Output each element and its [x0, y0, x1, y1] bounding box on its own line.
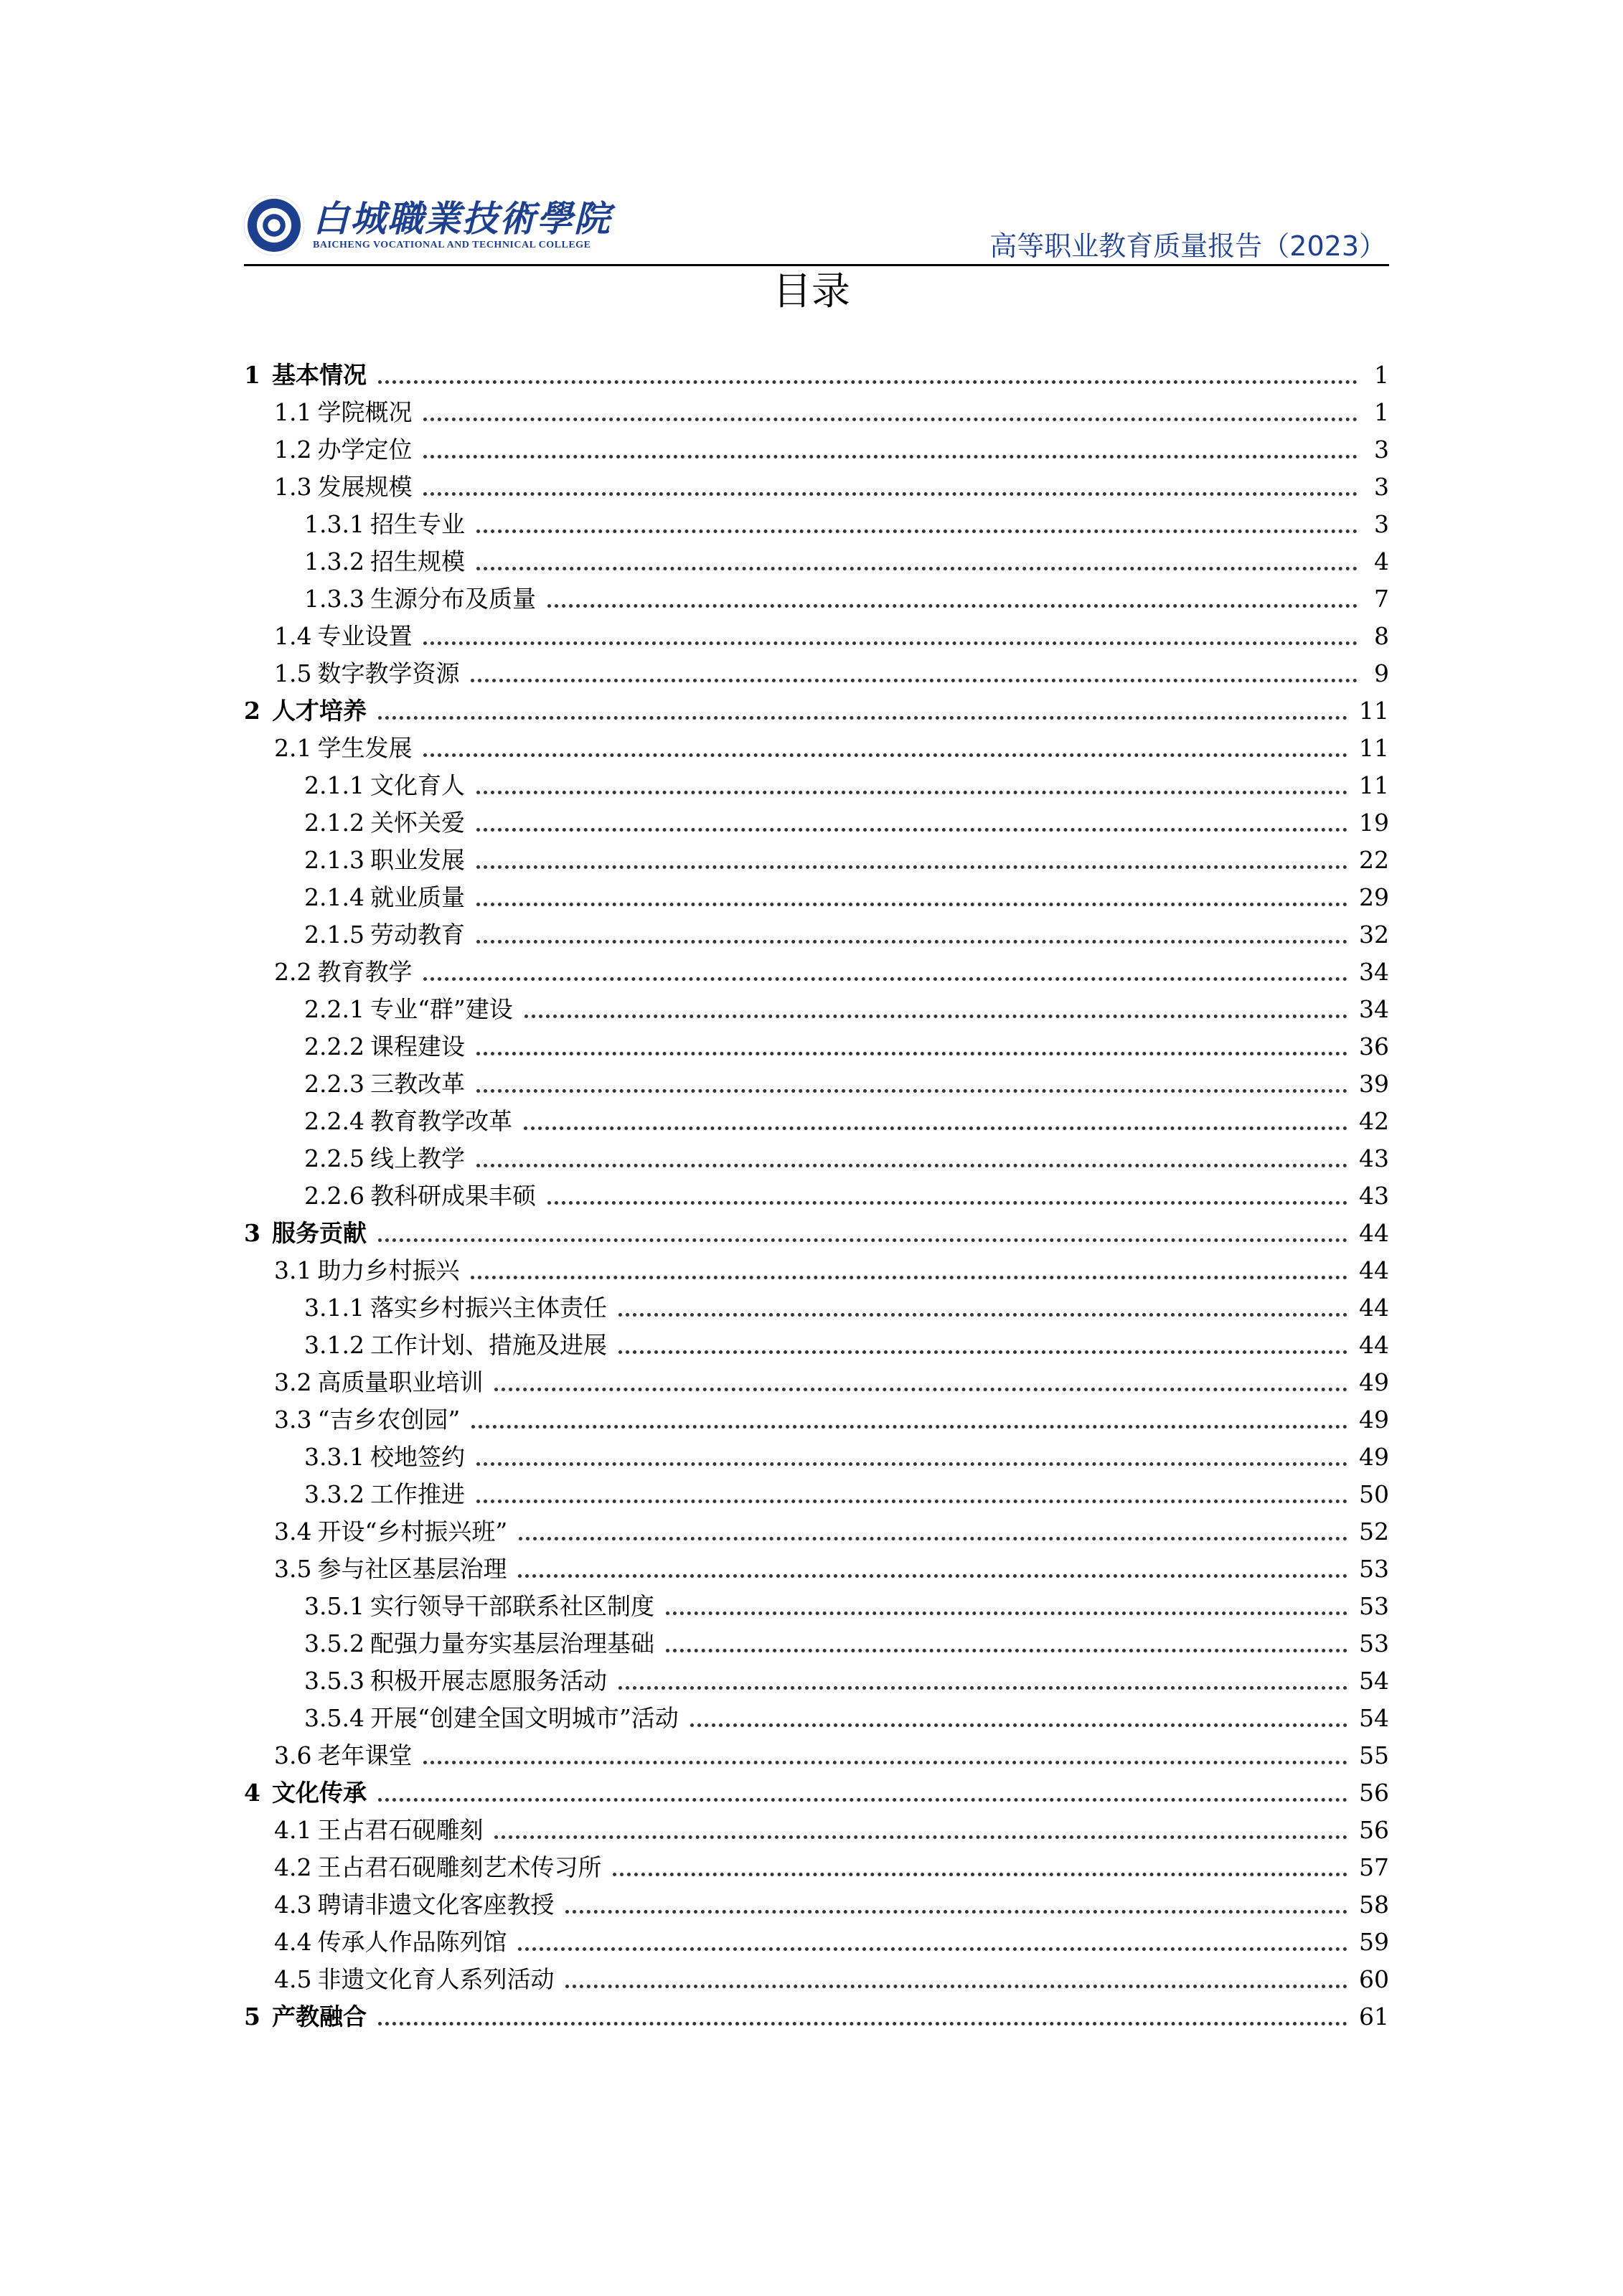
toc-entry-page: 61: [1359, 2003, 1389, 2031]
toc-entry-title: 专业设置: [317, 622, 413, 650]
dot-leader: [476, 1164, 1347, 1167]
dot-leader: [476, 1462, 1347, 1466]
toc-entry-title: 发展规模: [317, 473, 413, 501]
logo-chinese-name: 白城職業技術學院: [313, 197, 611, 240]
toc-entry-number: 3.5.2: [304, 1629, 364, 1657]
dot-leader: [565, 1985, 1347, 1988]
toc-entry-title: 实行领导干部联系社区制度: [370, 1592, 654, 1620]
toc-entry-page: 1: [1374, 361, 1389, 389]
dot-leader: [476, 828, 1347, 832]
toc-entry-page: 56: [1359, 1816, 1389, 1844]
toc-entry-title: 聘请非遗文化客座教授: [317, 1891, 555, 1919]
toc-entry-title: “吉乡农创园”: [317, 1406, 461, 1434]
toc-entry-title: 参与社区基层治理: [317, 1555, 507, 1583]
toc-entry[interactable]: [244, 354, 1389, 391]
toc-entry[interactable]: [244, 1137, 1389, 1175]
toc-entry-number: 3.4: [274, 1518, 312, 1545]
toc-entry-title: 关怀关爱: [370, 809, 465, 837]
toc-entry-number: 2.1.2: [304, 809, 364, 837]
toc-entry[interactable]: [244, 1324, 1389, 1361]
toc-entry-title: 文化育人: [370, 771, 465, 799]
toc-entry[interactable]: [244, 727, 1389, 764]
toc-entry-number: 3.2: [274, 1368, 312, 1396]
toc-entry[interactable]: [244, 1622, 1389, 1660]
toc-entry-title: 校地签约: [370, 1443, 465, 1471]
toc-entry[interactable]: [244, 615, 1389, 652]
toc-entry-title: 落实乡村振兴主体责任: [370, 1294, 607, 1322]
dot-leader: [618, 1350, 1347, 1354]
page-header: [244, 184, 1389, 266]
toc-entry-page: 11: [1359, 734, 1389, 762]
toc-entry-page: 36: [1359, 1032, 1389, 1060]
toc-entry-title: 服务贡献: [271, 1219, 367, 1247]
dot-leader: [690, 1723, 1347, 1727]
toc-entry-title: 专业“群”建设: [370, 995, 513, 1023]
dot-leader: [476, 1500, 1347, 1503]
toc-entry-page: 55: [1359, 1741, 1389, 1769]
dot-leader: [494, 1835, 1347, 1839]
toc-entry[interactable]: [244, 503, 1389, 540]
toc-entry-number: 3.3: [274, 1406, 312, 1434]
toc-entry[interactable]: [244, 1063, 1389, 1100]
toc-entry-number: 2.1.5: [304, 921, 364, 949]
toc-entry-number: 1.2: [274, 436, 312, 464]
toc-entry-number: 4.5: [274, 1965, 312, 1993]
toc-entry-page: 44: [1359, 1219, 1389, 1247]
toc-entry-number: 1.3: [274, 473, 312, 501]
toc-entry-number: 2.1.4: [304, 883, 364, 911]
logo-text: [313, 199, 611, 251]
toc-entry[interactable]: [244, 1212, 1389, 1249]
toc-entry-page: 54: [1359, 1704, 1389, 1732]
toc-entry-page: 3: [1374, 510, 1389, 538]
toc-entry-number: 2.2.4: [304, 1107, 364, 1135]
toc-entry-title: 职业发展: [370, 846, 465, 874]
toc-entry-page: 29: [1359, 883, 1389, 911]
dot-leader: [518, 1947, 1347, 1951]
toc-entry-page: 42: [1359, 1107, 1389, 1135]
toc-entry-number: 4.2: [274, 1853, 312, 1881]
toc-entry-title: 三教改革: [370, 1070, 465, 1098]
toc-entry-page: 8: [1374, 622, 1389, 650]
dot-leader: [423, 1761, 1347, 1764]
dot-leader: [423, 977, 1347, 981]
toc-entry-page: 22: [1359, 846, 1389, 874]
toc-entry-page: 59: [1359, 1928, 1389, 1956]
toc-entry-number: 4: [244, 1779, 260, 1807]
dot-leader: [378, 2022, 1347, 2026]
toc-entry-title: 招生专业: [370, 510, 465, 538]
dot-leader: [378, 1238, 1347, 1242]
toc-entry-page: 49: [1359, 1443, 1389, 1471]
toc-entry-number: 3.6: [274, 1741, 312, 1769]
toc-entry[interactable]: [244, 1846, 1389, 1883]
dot-leader: [547, 1201, 1347, 1205]
toc-entry-title: 助力乡村振兴: [317, 1256, 460, 1284]
toc-entry[interactable]: [244, 1772, 1389, 1809]
toc-entry-title: 非遗文化育人系列活动: [317, 1965, 555, 1993]
dot-leader: [666, 1649, 1347, 1652]
toc-entry-number: 2: [244, 697, 260, 725]
toc-entry-page: 34: [1359, 995, 1389, 1023]
toc-entry-number: 3.5: [274, 1555, 312, 1583]
toc-entry-page: 3: [1374, 436, 1389, 464]
toc-entry-page: 32: [1359, 921, 1389, 949]
toc-entry-title: 基本情况: [271, 361, 367, 389]
toc-entry-number: 3.1.1: [304, 1294, 364, 1322]
toc-entry-number: 3.1.2: [304, 1331, 364, 1359]
toc-entry-number: 1.3.3: [304, 585, 364, 613]
toc-entry-number: 4.4: [274, 1928, 312, 1956]
toc-entry-number: 4.3: [274, 1891, 312, 1919]
toc-entry-page: 50: [1359, 1480, 1389, 1508]
toc-entry[interactable]: [244, 540, 1389, 578]
toc-entry-number: 4.1: [274, 1816, 312, 1844]
toc-entry-number: 3.5.4: [304, 1704, 364, 1732]
toc-entry-title: 学院概况: [317, 398, 413, 426]
dot-leader: [471, 679, 1358, 682]
dot-leader: [471, 1425, 1347, 1429]
toc-entry[interactable]: [244, 1883, 1389, 1921]
toc-entry-page: 44: [1359, 1256, 1389, 1284]
toc-entry-title: 积极开展志愿服务活动: [370, 1667, 607, 1695]
toc-entry-page: 49: [1359, 1368, 1389, 1396]
toc-entry[interactable]: [244, 391, 1389, 428]
toc-entry[interactable]: [244, 1921, 1389, 1958]
dot-leader: [476, 865, 1347, 869]
toc-entry-page: 19: [1359, 809, 1389, 837]
toc-entry-title: 人才培养: [271, 697, 367, 725]
dot-leader: [378, 1798, 1347, 1802]
toc-entry[interactable]: [244, 1510, 1389, 1548]
toc-entry[interactable]: [244, 1436, 1389, 1473]
toc-entry[interactable]: [244, 466, 1389, 503]
toc-entry-title: 文化传承: [271, 1779, 367, 1807]
toc-entry-number: 3.5.3: [304, 1667, 364, 1695]
toc-entry-number: 1.3.1: [304, 510, 364, 538]
toc-entry-number: 1.1: [274, 398, 312, 426]
dot-leader: [547, 604, 1358, 608]
toc-entry-title: 课程建设: [370, 1032, 465, 1060]
toc-entry-number: 3.3.1: [304, 1443, 364, 1471]
toc-entry-title: 就业质量: [370, 883, 465, 911]
dot-leader: [423, 753, 1347, 757]
dot-leader: [378, 380, 1358, 384]
toc-entry-page: 11: [1359, 771, 1389, 799]
toc-entry-title: 生源分布及质量: [370, 585, 536, 613]
toc-entry[interactable]: [244, 578, 1389, 615]
toc-entry[interactable]: [244, 1175, 1389, 1212]
dot-leader: [423, 492, 1358, 496]
toc-entry[interactable]: [244, 1548, 1389, 1585]
toc-entry-title: 教科研成果丰硕: [370, 1182, 536, 1210]
toc-entry-title: 老年课堂: [317, 1741, 413, 1769]
toc-entry-page: 7: [1374, 585, 1389, 613]
dot-leader: [613, 1873, 1347, 1876]
toc-entry-title: 传承人作品陈列馆: [317, 1928, 507, 1956]
toc-entry-page: 60: [1359, 1965, 1389, 1993]
toc-entry-title: 工作推进: [370, 1480, 465, 1508]
toc-entry-page: 54: [1359, 1667, 1389, 1695]
toc-entry-page: 43: [1359, 1182, 1389, 1210]
toc-entry[interactable]: [244, 801, 1389, 839]
toc-entry-page: 52: [1359, 1518, 1389, 1545]
toc-entry-title: 劳动教育: [370, 921, 465, 949]
toc-entry-title: 教育教学: [317, 958, 413, 986]
dot-leader: [494, 1388, 1347, 1391]
college-emblem-icon: [244, 195, 304, 255]
toc-title: 目录: [773, 268, 850, 314]
toc-entry-title: 高质量职业培训: [317, 1368, 484, 1396]
toc-entry-title: 工作计划、措施及进展: [370, 1331, 607, 1359]
toc-entry[interactable]: [244, 876, 1389, 913]
toc-entry[interactable]: [244, 652, 1389, 690]
toc-entry-page: 39: [1359, 1070, 1389, 1098]
toc-entry-number: 1.3.2: [304, 547, 364, 575]
toc-entry-page: 4: [1374, 547, 1389, 575]
toc-entry-page: 43: [1359, 1144, 1389, 1172]
toc-entry-title: 产教融合: [271, 2003, 367, 2031]
table-of-contents: [244, 354, 1389, 2033]
dot-leader: [618, 1686, 1347, 1690]
toc-entry-number: 2.1.1: [304, 771, 364, 799]
toc-entry-page: 44: [1359, 1294, 1389, 1322]
dot-leader: [423, 455, 1358, 458]
toc-entry-title: 招生规模: [370, 547, 465, 575]
dot-leader: [666, 1612, 1347, 1615]
toc-entry[interactable]: [244, 1660, 1389, 1697]
toc-entry-page: 11: [1359, 697, 1389, 725]
toc-entry[interactable]: [244, 1398, 1389, 1436]
dot-leader: [565, 1910, 1347, 1914]
toc-entry-title: 学生发展: [317, 734, 413, 762]
toc-entry-number: 2.1.3: [304, 846, 364, 874]
dot-leader: [618, 1313, 1347, 1317]
toc-entry-title: 配强力量夯实基层治理基础: [370, 1629, 654, 1657]
toc-entry-title: 开展“创建全国文明城市”活动: [370, 1704, 679, 1732]
toc-entry-page: 1: [1374, 398, 1389, 426]
dot-leader: [524, 1126, 1347, 1130]
toc-entry[interactable]: [244, 1697, 1389, 1734]
toc-entry-page: 53: [1359, 1629, 1389, 1657]
dot-leader: [519, 1537, 1347, 1540]
dot-leader: [476, 1089, 1347, 1093]
toc-entry-number: 1.5: [274, 659, 312, 687]
toc-entry[interactable]: [244, 951, 1389, 988]
toc-entry-page: 53: [1359, 1555, 1389, 1583]
toc-entry[interactable]: [244, 690, 1389, 727]
toc-entry[interactable]: [244, 1286, 1389, 1324]
toc-entry-number: 3: [244, 1219, 260, 1247]
toc-entry[interactable]: [244, 1734, 1389, 1772]
toc-entry[interactable]: [244, 1249, 1389, 1286]
dot-leader: [471, 1276, 1347, 1279]
toc-entry-number: 2.2: [274, 958, 312, 986]
dot-leader: [476, 567, 1358, 570]
toc-entry-title: 教育教学改革: [370, 1107, 512, 1135]
toc-entry[interactable]: [244, 988, 1389, 1025]
toc-entry[interactable]: [244, 764, 1389, 801]
toc-entry-title: 办学定位: [317, 436, 413, 464]
toc-entry-page: 57: [1359, 1853, 1389, 1881]
toc-entry-page: 34: [1359, 958, 1389, 986]
toc-entry-page: 44: [1359, 1331, 1389, 1359]
toc-entry-page: 53: [1359, 1592, 1389, 1620]
toc-entry-title: 开设“乡村振兴班”: [317, 1518, 508, 1545]
dot-leader: [518, 1574, 1347, 1578]
toc-entry[interactable]: [244, 1361, 1389, 1398]
toc-entry[interactable]: [244, 1585, 1389, 1622]
dot-leader: [524, 1015, 1347, 1018]
dot-leader: [476, 940, 1347, 944]
toc-entry-number: 1.4: [274, 622, 312, 650]
toc-entry[interactable]: [244, 1473, 1389, 1510]
toc-entry-page: 49: [1359, 1406, 1389, 1434]
toc-entry-title: 王占君石砚雕刻: [317, 1816, 484, 1844]
toc-entry-number: 2.2.3: [304, 1070, 364, 1098]
dot-leader: [476, 530, 1358, 533]
toc-entry-page: 3: [1374, 473, 1389, 501]
toc-entry-page: 58: [1359, 1891, 1389, 1919]
toc-entry-page: 9: [1374, 659, 1389, 687]
toc-entry-number: 5: [244, 2003, 260, 2031]
toc-entry-number: 1: [244, 361, 260, 389]
dot-leader: [476, 903, 1347, 906]
toc-entry[interactable]: [244, 1995, 1389, 2033]
toc-entry-number: 3.5.1: [304, 1592, 364, 1620]
dot-leader: [378, 716, 1347, 720]
report-title: 高等职业教育质量报告（2023）: [989, 230, 1386, 262]
toc-entry-number: 2.2.1: [304, 995, 364, 1023]
college-logo: [244, 197, 611, 254]
toc-entry-number: 2.2.6: [304, 1182, 364, 1210]
toc-entry[interactable]: [244, 839, 1389, 876]
toc-entry-number: 2.2.2: [304, 1032, 364, 1060]
toc-entry[interactable]: [244, 1958, 1389, 1995]
toc-entry-number: 2.2.5: [304, 1144, 364, 1172]
toc-entry[interactable]: [244, 1809, 1389, 1846]
toc-entry[interactable]: [244, 428, 1389, 466]
logo-english-name: BAICHENG VOCATIONAL AND TECHNICAL COLLEGE: [313, 240, 591, 250]
dot-leader: [423, 418, 1358, 421]
toc-entry-number: 3.1: [274, 1256, 312, 1284]
toc-entry[interactable]: [244, 913, 1389, 951]
toc-entry-number: 3.3.2: [304, 1480, 364, 1508]
toc-entry-title: 王占君石砚雕刻艺术传习所: [317, 1853, 602, 1881]
dot-leader: [476, 1052, 1347, 1055]
dot-leader: [476, 791, 1347, 794]
toc-entry-page: 56: [1359, 1779, 1389, 1807]
dot-leader: [423, 641, 1358, 645]
toc-entry-number: 2.1: [274, 734, 312, 762]
toc-entry[interactable]: [244, 1100, 1389, 1137]
toc-entry[interactable]: [244, 1025, 1389, 1063]
toc-entry-title: 线上教学: [370, 1144, 465, 1172]
toc-entry-title: 数字教学资源: [317, 659, 460, 687]
